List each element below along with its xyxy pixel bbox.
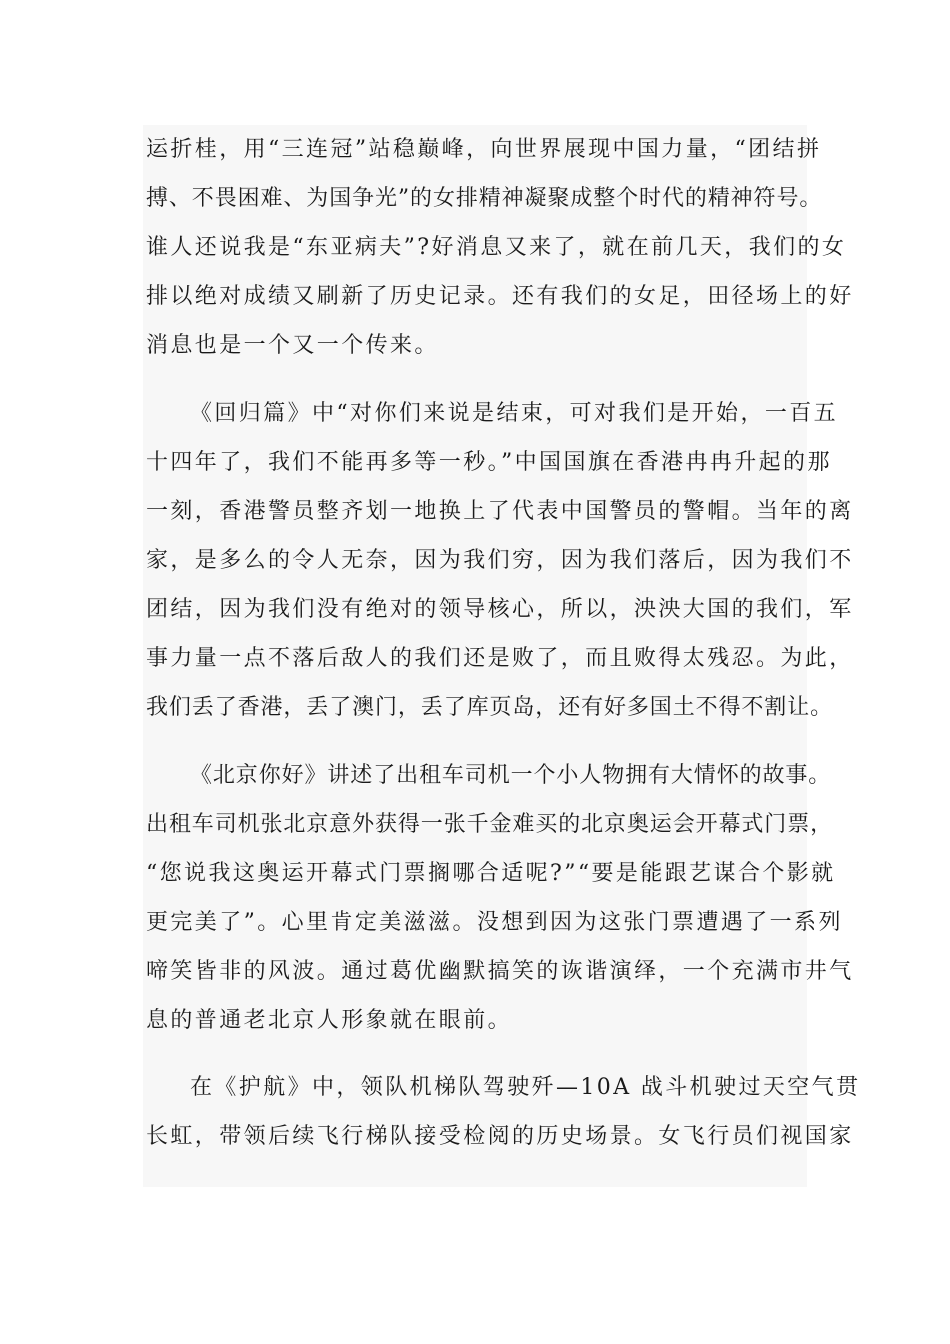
text-line: 团结，因为我们没有绝对的领导核心，所以，泱泱大国的我们，军 — [146, 597, 854, 622]
text-line: 出租车司机张北京意外获得一张千金难买的北京奥运会开幕式门票， — [146, 812, 834, 837]
paragraph-spacer — [143, 1045, 807, 1063]
paragraph-hello-beijing — [143, 751, 854, 1045]
text-line: 《北京你好》讲述了出租车司机一个小人物拥有大情怀的故事。 — [190, 763, 832, 788]
document-text-block — [143, 125, 861, 1187]
paragraph-volleyball — [143, 125, 854, 370]
paragraph-return — [143, 389, 854, 732]
text-line: 长虹，带领后续飞行梯队接受检阅的历史场景。女飞行员们视国家 — [146, 1124, 854, 1149]
text-line: 《回归篇》中“对你们来说是结束，可对我们是开始，一百五 — [190, 401, 839, 426]
paragraph-escort — [143, 1063, 861, 1161]
text-line: 在《护航》中，领队机梯队驾驶歼—10A 战斗机驶过天空气贯 — [190, 1075, 861, 1100]
text-line: 运折桂，用“三连冠”站稳巅峰，向世界展现中国力量，“团结拼 — [146, 137, 822, 162]
text-line: 息的普通老北京人形象就在眼前。 — [146, 1008, 513, 1033]
text-line: 谁人还说我是“东亚病夫”?好消息又来了，就在前几天，我们的女 — [146, 235, 847, 260]
text-line: 搏、不畏困难、为国争光”的女排精神凝聚成整个时代的精神符号。 — [146, 186, 823, 211]
text-line: 消息也是一个又一个传来。 — [146, 333, 439, 358]
text-line: 更完美了”。心里肯定美滋滋。没想到因为这张门票遭遇了一系列 — [146, 910, 843, 935]
paragraph-spacer — [143, 370, 807, 389]
text-line: 家，是多么的令人无奈，因为我们穷，因为我们落后，因为我们不 — [146, 548, 854, 573]
text-line: “您说我这奥运开幕式门票搁哪合适呢?”“要是能跟艺谋合个影就 — [146, 861, 836, 886]
text-line: 十四年了，我们不能再多等一秒。”中国国旗在香港冉冉升起的那 — [146, 450, 832, 475]
paragraph-spacer — [143, 732, 807, 751]
text-line: 啼笑皆非的风波。通过葛优幽默搞笑的诙谐演绎，一个充满市井气 — [146, 959, 854, 984]
text-line: 排以绝对成绩又刷新了历史记录。还有我们的女足，田径场上的好 — [146, 284, 854, 309]
text-line: 一刻，香港警员整齐划一地换上了代表中国警员的警帽。当年的离 — [146, 499, 854, 524]
text-line: 我们丢了香港，丢了澳门，丢了库页岛，还有好多国土不得不割让。 — [146, 695, 834, 720]
text-line: 事力量一点不落后敌人的我们还是败了，而且败得太残忍。为此， — [146, 646, 854, 671]
